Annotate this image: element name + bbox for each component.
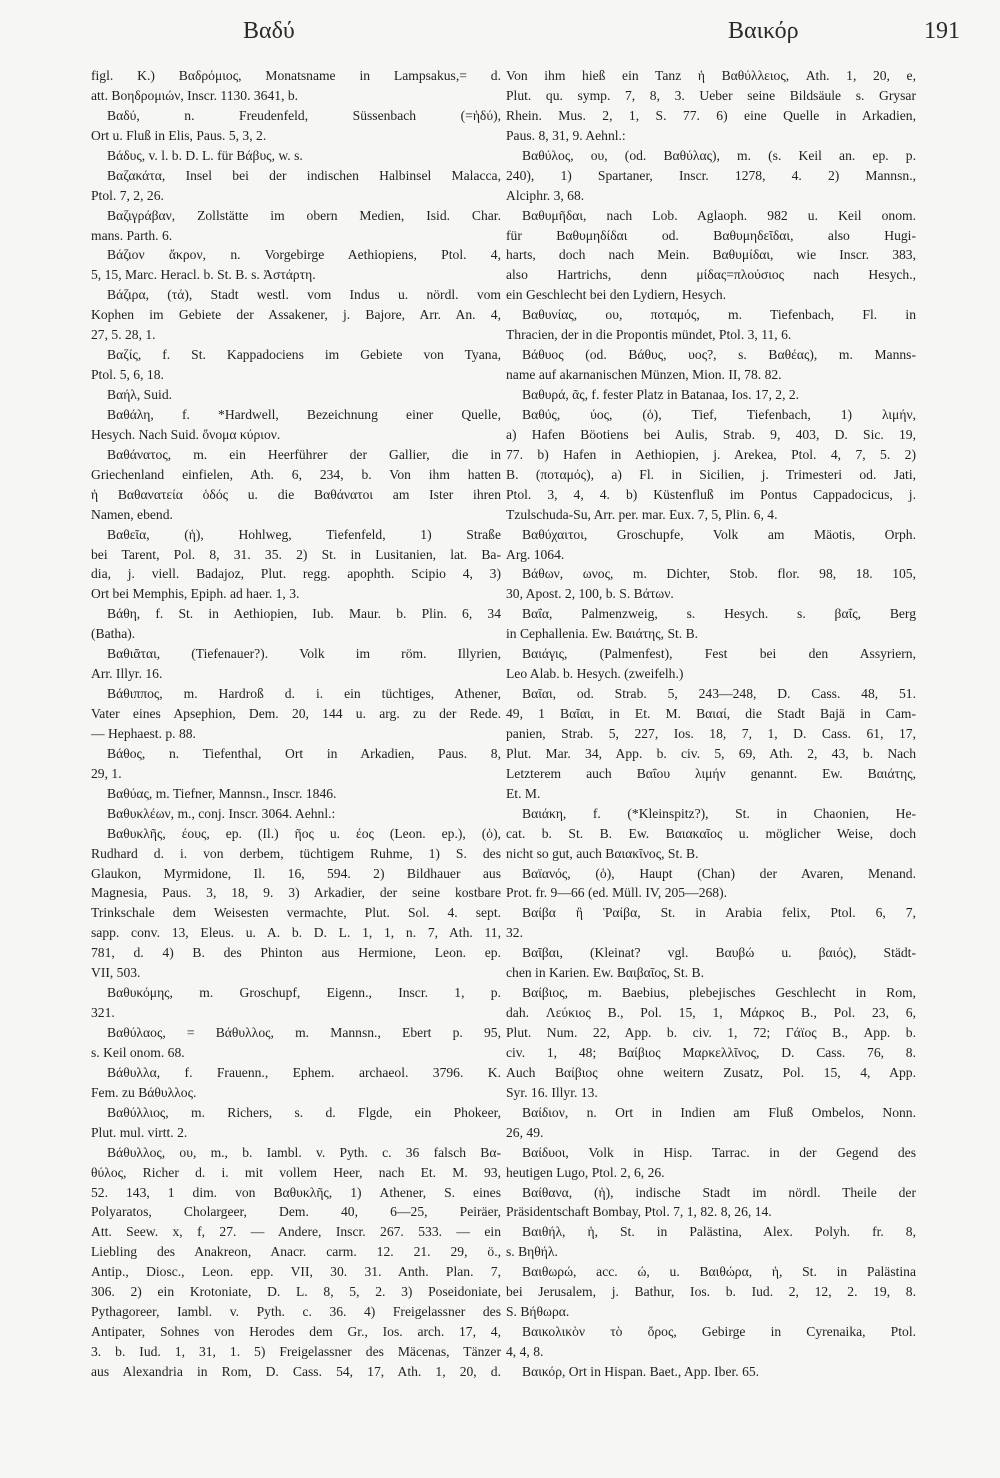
entry-line: Magnesia, Paus. 3, 18, 9. 3) Arkadier, der seine kostbare bbox=[91, 885, 501, 901]
entry-first-line: Βάθος, n. Tiefenthal, Ort in Arkadien, Paus. 8, bbox=[107, 745, 501, 761]
entry-line: also Hartrichs, denn μίδας=πλούσιος nach Hesych., bbox=[506, 267, 916, 283]
entry-first-line: Βαθεῖα, (ἡ), Hohlweg, Tiefenfeld, 1) Straße bbox=[107, 526, 501, 542]
entry-line: cat. b. St. B. Ew. Βαιακαῖος u. möglicher Weise, doch bbox=[506, 825, 916, 841]
entry-line: dah. Λεύκιος Β., Pol. 15, 1, Μάρκος Β., Pol. 23, 6, bbox=[506, 1005, 916, 1021]
entry-line: Et. M. bbox=[506, 785, 541, 801]
entry-line: sapp. conv. 13, Eleus. u. A. b. D. L. 1, 1, n. 7, Ath. 11, bbox=[91, 925, 501, 941]
entry-first-line: Βαζιγράβαν, Zollstätte im obern Medien, Isid. Char. bbox=[107, 207, 501, 223]
entry-first-line: Βαίδιον, n. Ort in Indien am Fluß Ombelos, Nonn. bbox=[522, 1104, 916, 1120]
entry-line: Hesych. Nach Suid. ὄνομα κύριον. bbox=[91, 426, 281, 442]
entry-first-line: Βαδύ, n. Freudenfeld, Süssenbach (=ἡδύ), bbox=[107, 107, 501, 123]
entry-line: Trinkschale dem Weisesten vermachte, Plut. Sol. 4. sept. bbox=[91, 905, 501, 921]
entry-first-line: Βαίβα ἢ Ῥαίβα, St. in Arabia felix, Ptol. 6, 7, bbox=[522, 905, 916, 921]
entry-first-line: Βαζίς, f. St. Kappadociens im Gebiete von Tyana, bbox=[107, 347, 501, 363]
entry-line: bei Tarent, Pol. 8, 31. 35. 2) St. in Lusitanien, lat. Ba- bbox=[91, 546, 501, 562]
entry-line: B. (ποταμός), a) Fl. in Sicilien, j. Trimesteri od. Jati, bbox=[506, 466, 916, 482]
page-number: 191 bbox=[924, 18, 960, 44]
entry-line: ἡ Βαθανατεία ὁδός u. die Βαθάνατοι am Ister ihren bbox=[91, 486, 501, 502]
entry-first-line: Βαιθήλ, ἡ, St. in Palästina, Alex. Polyh. fr. 8, bbox=[522, 1224, 916, 1240]
entry-line: Griechenland einfielen, Ath. 6, 234, b. Von ihm hatten bbox=[91, 466, 501, 482]
entry-line: 30, Apost. 2, 100, b. S. Βάτων. bbox=[506, 586, 674, 602]
entry-line: Antipater, Sohnes von Herodes dem Gr., Ios. arch. 17, 4, bbox=[91, 1324, 501, 1340]
entry-first-line: Βαῖβαι, (Kleinat? vgl. Βαυβώ u. βαιός), Städt- bbox=[522, 945, 916, 961]
entry-line: Syr. 16. Illyr. 13. bbox=[506, 1084, 598, 1100]
entry-first-line: Βαθύας, m. Tiefner, Mannsn., Inscr. 1846. bbox=[107, 785, 337, 801]
entry-line: 5, 15, Marc. Heracl. b. St. B. s. Ἀστάρτη. bbox=[91, 267, 316, 283]
entry-line: Pythagoreer, Iambl. v. Pyth. c. 36. 4) Freigelassner des bbox=[91, 1304, 501, 1320]
entry-line: civ. 1, 48; Βαίβιος Μαρκελλῖνος, D. Cass. 76, 8. bbox=[506, 1044, 916, 1060]
entry-line: 4, 4, 8. bbox=[506, 1344, 544, 1359]
entry-first-line: Βαθύς, ύος, (ὁ), Tief, Tiefenbach, 1) λιμήν, bbox=[522, 406, 916, 422]
entry-first-line: Βάθιππος, m. Hardroß d. i. ein tüchtiges, Athener, bbox=[107, 686, 501, 702]
entry-first-line: Βαΐα, Palmenzweig, s. Hesych. s. βαΐς, Berg bbox=[522, 606, 916, 622]
entry-line: Thracien, der in die Propontis mündet, Ptol. 3, 11, 6. bbox=[506, 327, 792, 343]
entry-first-line: Βάθυλλα, f. Frauenn., Ephem. archaeol. 3796. K. bbox=[107, 1064, 501, 1080]
entry-first-line: Βαθάλη, f. *Hardwell, Bezeichnung einer Quelle, bbox=[107, 406, 501, 422]
entry-line: heutigen Lugo, Ptol. 2, 6, 26. bbox=[506, 1164, 665, 1180]
entry-line: Glaukon, Myrmidone, Il. 16, 594. 2) Bildhauer aus bbox=[91, 865, 501, 881]
entry-first-line: Βάζιρα, (τά), Stadt westl. vom Indus u. nördl. vom bbox=[107, 287, 501, 303]
entry-line: Att. Seew. x, f, 27. — Andere, Inscr. 267. 533. — ein bbox=[91, 1224, 501, 1240]
entry-line: Prot. fr. 9—66 (ed. Müll. IV, 205—268). bbox=[506, 885, 728, 901]
entry-line: für Βαθυμηδίδαι od. Βαθυμηδεῖδαι, also Hugi- bbox=[506, 227, 916, 243]
entry-line: s. Βηθήλ. bbox=[506, 1244, 558, 1260]
entry-first-line: Βαϊανός, (ὁ), Haupt (Chan) der Avaren, Menand. bbox=[522, 865, 916, 881]
entry-line: Von ihm hieß ein Tanz ἡ Βαθύλλειος, Ath. 1, 20, e, bbox=[506, 68, 916, 83]
entry-line: 77. b) Hafen in Aethiopien, j. Arekea, Ptol. 4, 7, 5. 2) bbox=[506, 446, 916, 462]
entry-line: panien, Strab. 5, 227, Ios. 18, 7, 1, D. Cass. 61, 17, bbox=[506, 725, 916, 741]
entry-first-line: Βαθύχαιτοι, Groschupfe, Volk am Mäotis, Orph. bbox=[522, 526, 916, 542]
entry-line: (Batha). bbox=[91, 626, 136, 642]
running-head-right: Βαικόρ bbox=[728, 18, 799, 44]
entry-line: Leo Alab. b. Hesych. (zweifelh.) bbox=[506, 666, 684, 682]
entry-line: Liebling des Anakreon, Anacr. carm. 12. 21. 29, ö., bbox=[91, 1244, 501, 1260]
entry-line: ein Geschlecht bei den Lydiern, Hesych. bbox=[506, 287, 727, 303]
entry-first-line: Βαθυνίας, ου, ποταμός, m. Tiefenbach, Fl. in bbox=[522, 307, 916, 323]
entry-line: Rhein. Mus. 2, 1, S. 77. 6) eine Quelle in Arkadien, bbox=[506, 107, 916, 123]
entry-first-line: Βαθυκόμης, m. Groschupf, Eigenn., Inscr. 1, p. bbox=[107, 985, 501, 1001]
entry-line: Arr. Illyr. 16. bbox=[91, 666, 163, 682]
entry-line: aus Alexandria in Rom, D. Cass. 54, 17, Ath. 1, 20, d. bbox=[91, 1363, 501, 1379]
entry-line: bei Jerusalem, j. Bathur, Ios. b. Iud. 2, 12, 2. 19, 8. bbox=[506, 1284, 916, 1300]
entry-first-line: Βαθυκλέων, m., conj. Inscr. 3064. Aehnl.: bbox=[107, 805, 336, 821]
entry-first-line: Βαθυκλῆς, έους, ep. (Il.) ῆος u. έος (Leon. ep.), (ὁ), bbox=[107, 825, 501, 841]
entry-first-line: Βαθάνατος, m. ein Heerführer der Gallier, die in bbox=[107, 446, 501, 462]
entry-first-line: Βαθιᾶται, (Tiefenauer?). Volk im röm. Illyrien, bbox=[107, 646, 501, 662]
entry-line: Auch Βαίβιος ohne weitern Zusatz, Pol. 15, 4, App. bbox=[506, 1064, 916, 1080]
entry-line: 32. bbox=[506, 925, 523, 941]
entry-first-line: Βάθη, f. St. in Aethiopien, Iub. Maur. b. Plin. 6, 34 bbox=[107, 606, 501, 622]
entry-line: 49, 1 Βαῖαι, in Et. M. Βαιαί, die Stadt Bajä in Cam- bbox=[506, 706, 916, 721]
entry-line: Ptol. 5, 6, 18. bbox=[91, 367, 164, 383]
entry-first-line: Βαίδυοι, Volk in Hisp. Tarrac. in der Gegend des bbox=[522, 1144, 916, 1160]
entry-line: — Hephaest. p. 88. bbox=[91, 725, 196, 741]
entry-line: Plut. qu. symp. 7, 8, 3. Ueber seine Bildsäule s. Grysar bbox=[506, 87, 916, 103]
entry-line: figl. K.) Βαδρόμιος, Monatsname in Lampsakus,= d. bbox=[91, 68, 501, 83]
entry-line: a) Hafen Böotiens bei Aulis, Strab. 9, 403, D. Sic. 19, bbox=[506, 426, 916, 442]
entry-first-line: Βαθυρά, ᾶς, f. fester Platz in Batanaa, Ios. 17, 2, 2. bbox=[522, 387, 800, 402]
entry-first-line: Βαιθωρώ, acc. ώ, u. Βαιθώρα, ἡ, St. in Palästina bbox=[522, 1264, 916, 1280]
entry-line: Kophen im Gebiete der Assakener, j. Bajore, Arr. An. 4, bbox=[91, 307, 501, 323]
entry-first-line: Βαικόρ, Ort in Hispan. Baet., App. Iber. 65. bbox=[522, 1363, 760, 1379]
entry-line: dia, j. viell. Badajoz, Plut. regg. apophth. Scipio 4, 3) bbox=[91, 566, 501, 582]
entry-first-line: Βάθυος (od. Βάθυς, υος?, s. Βαθέας), m. Manns- bbox=[522, 347, 916, 363]
entry-first-line: Βαιάγις, (Palmenfest), Fest bei den Assyriern, bbox=[522, 646, 916, 662]
entry-line: Plut. Mar. 34, App. b. civ. 5, 69, Ath. 2, 43, b. Nach bbox=[506, 745, 916, 761]
entry-line: Fem. zu Βάθυλλος. bbox=[91, 1084, 197, 1100]
entry-line: Alciphr. 3, 68. bbox=[506, 187, 585, 203]
entry-line: 52. 143, 1 dim. von Βαθυκλῆς, 1) Athener, S. eines bbox=[91, 1184, 501, 1200]
entry-line: nicht so gut, auch Βαιακῖνος, St. B. bbox=[506, 845, 699, 861]
entry-line: 29, 1. bbox=[91, 765, 122, 781]
entry-line: VII, 503. bbox=[91, 965, 141, 981]
entry-first-line: Βαίβιος, m. Baebius, plebejisches Geschlecht in Rom, bbox=[522, 985, 916, 1001]
entry-line: in Cephallenia. Ew. Βαιάτης, St. B. bbox=[506, 626, 699, 642]
entry-line: Präsidentschaft Bombay, Ptol. 7, 1, 82. 8, 26, 14. bbox=[506, 1204, 772, 1220]
entry-line: Tzulschuda-Su, Arr. per. mar. Eux. 7, 5, Plin. 6, 4. bbox=[506, 506, 778, 522]
entry-first-line: Βαήλ, Suid. bbox=[107, 387, 173, 402]
entry-line: 26, 49. bbox=[506, 1124, 544, 1140]
entry-line: name auf akarnanischen Münzen, Mion. II, 78. 82. bbox=[506, 367, 782, 383]
entry-line: harts, doch nach Mein. Βαθυμίδαι, wie Inscr. 383, bbox=[506, 247, 916, 263]
entry-line: mans. Parth. 6. bbox=[91, 227, 173, 243]
entry-line: θύλος, Richer d. i. mit vollem Heer, nach Et. M. 93, bbox=[91, 1164, 501, 1180]
entry-line: att. Βοηδρομιών, Inscr. 1130. 3641, b. bbox=[91, 87, 299, 103]
entry-first-line: Βάθων, ωνος, m. Dichter, Stob. flor. 98, 18. 105, bbox=[522, 566, 916, 582]
entry-first-line: Βάδυς, v. l. b. D. L. für Βάβυς, w. s. bbox=[107, 147, 303, 163]
entry-line: Arg. 1064. bbox=[506, 546, 565, 562]
entry-line: Ptol. 3, 4, 4. b) Küstenfluß im Pontus Cappadocicus, j. bbox=[506, 486, 916, 502]
entry-line: 321. bbox=[91, 1005, 115, 1021]
entry-first-line: Βάζιον ἄκρον, n. Vorgebirge Aethiopiens, Ptol. 4, bbox=[107, 247, 501, 263]
entry-first-line: Βαίθανα, (ἡ), indische Stadt im nördl. Theile der bbox=[522, 1184, 916, 1200]
entry-line: Ort bei Memphis, Epiph. ad haer. 1, 3. bbox=[91, 586, 300, 602]
running-head bbox=[0, 18, 1000, 54]
entry-line: Paus. 8, 31, 9. Aehnl.: bbox=[506, 127, 626, 143]
entry-first-line: Βάθυλλος, ου, m., b. Iambl. v. Pyth. c. 36 falsch Βα- bbox=[107, 1144, 501, 1160]
entry-first-line: Βαθύλος, ου, (od. Βαθύλας), m. (s. Keil an. ep. p. bbox=[522, 147, 916, 163]
entry-line: 306. 2) ein Krotoniate, D. L. 8, 5, 2. 3) Poseidoniate, bbox=[91, 1284, 501, 1300]
entry-first-line: Βαθύλαος, = Βάθυλλος, m. Mannsn., Ebert p. 95, bbox=[107, 1025, 501, 1040]
entry-first-line: Βαῖαι, od. Strab. 5, 243—248, D. Cass. 48, 51. bbox=[522, 686, 916, 702]
entry-line: Letzterem auch Βαΐου λιμήν genannt. Ew. Βαιάτης, bbox=[506, 765, 916, 781]
entry-line: Antip., Diosc., Leon. epp. VII, 30. 31. Anth. Plan. 7, bbox=[91, 1264, 501, 1280]
entry-first-line: Βαικολικὸν τὸ ὄρος, Gebirge in Cyrenaika, Ptol. bbox=[522, 1324, 916, 1340]
entry-line: Plut. Num. 22, App. b. civ. 1, 72; Γάϊος Β., App. b. bbox=[506, 1025, 916, 1040]
entry-first-line: Βαιάκη, f. (*Kleinspitz?), St. in Chaonien, He- bbox=[522, 805, 916, 821]
entry-line: Namen, ebend. bbox=[91, 506, 173, 522]
entry-first-line: Βαζακάτα, Insel bei der indischen Halbinsel Malacca, bbox=[107, 167, 501, 183]
entry-line: Ort u. Fluß in Elis, Paus. 5, 3, 2. bbox=[91, 127, 267, 143]
entry-line: 3. b. Iud. 1, 31, 1. 5) Freigelassner des Mäcenas, Tänzer bbox=[91, 1344, 501, 1359]
entry-line: Ptol. 7, 2, 26. bbox=[91, 187, 164, 203]
right-column bbox=[506, 66, 916, 1382]
entry-line: 27, 5. 28, 1. bbox=[91, 327, 156, 343]
entry-line: Polyaratos, Cholargeer, Dem. 40, 6—25, Peiräer, bbox=[91, 1204, 501, 1220]
entry-first-line: Βαθυμῆδαι, nach Lob. Aglaoph. 982 u. Keil onom. bbox=[522, 207, 916, 223]
entry-line: Rudhard d. i. von derbem, tüchtigem Ruhme, 1) S. des bbox=[91, 845, 501, 861]
entry-line: chen in Karien. Ew. Βαιβαῖος, St. B. bbox=[506, 965, 704, 981]
entry-line: 240), 1) Spartaner, Inscr. 1278, 4. 2) Mannsn., bbox=[506, 167, 916, 183]
entry-first-line: Βαθύλλιος, m. Richers, s. d. Flgde, ein Phokeer, bbox=[107, 1104, 501, 1120]
left-column bbox=[91, 66, 501, 1382]
entry-line: Vater eines Apsephion, Dem. 20, 144 u. arg. zu der Rede. bbox=[91, 706, 501, 721]
running-head-left: Βαδύ bbox=[243, 18, 295, 44]
entry-line: 781, d. 4) B. des Phinton aus Hermione, Leon. ep. bbox=[91, 945, 501, 961]
entry-line: S. Βήθωρα. bbox=[506, 1304, 570, 1320]
entry-line: Plut. mul. virtt. 2. bbox=[91, 1124, 188, 1140]
entry-line: s. Keil onom. 68. bbox=[91, 1044, 185, 1060]
